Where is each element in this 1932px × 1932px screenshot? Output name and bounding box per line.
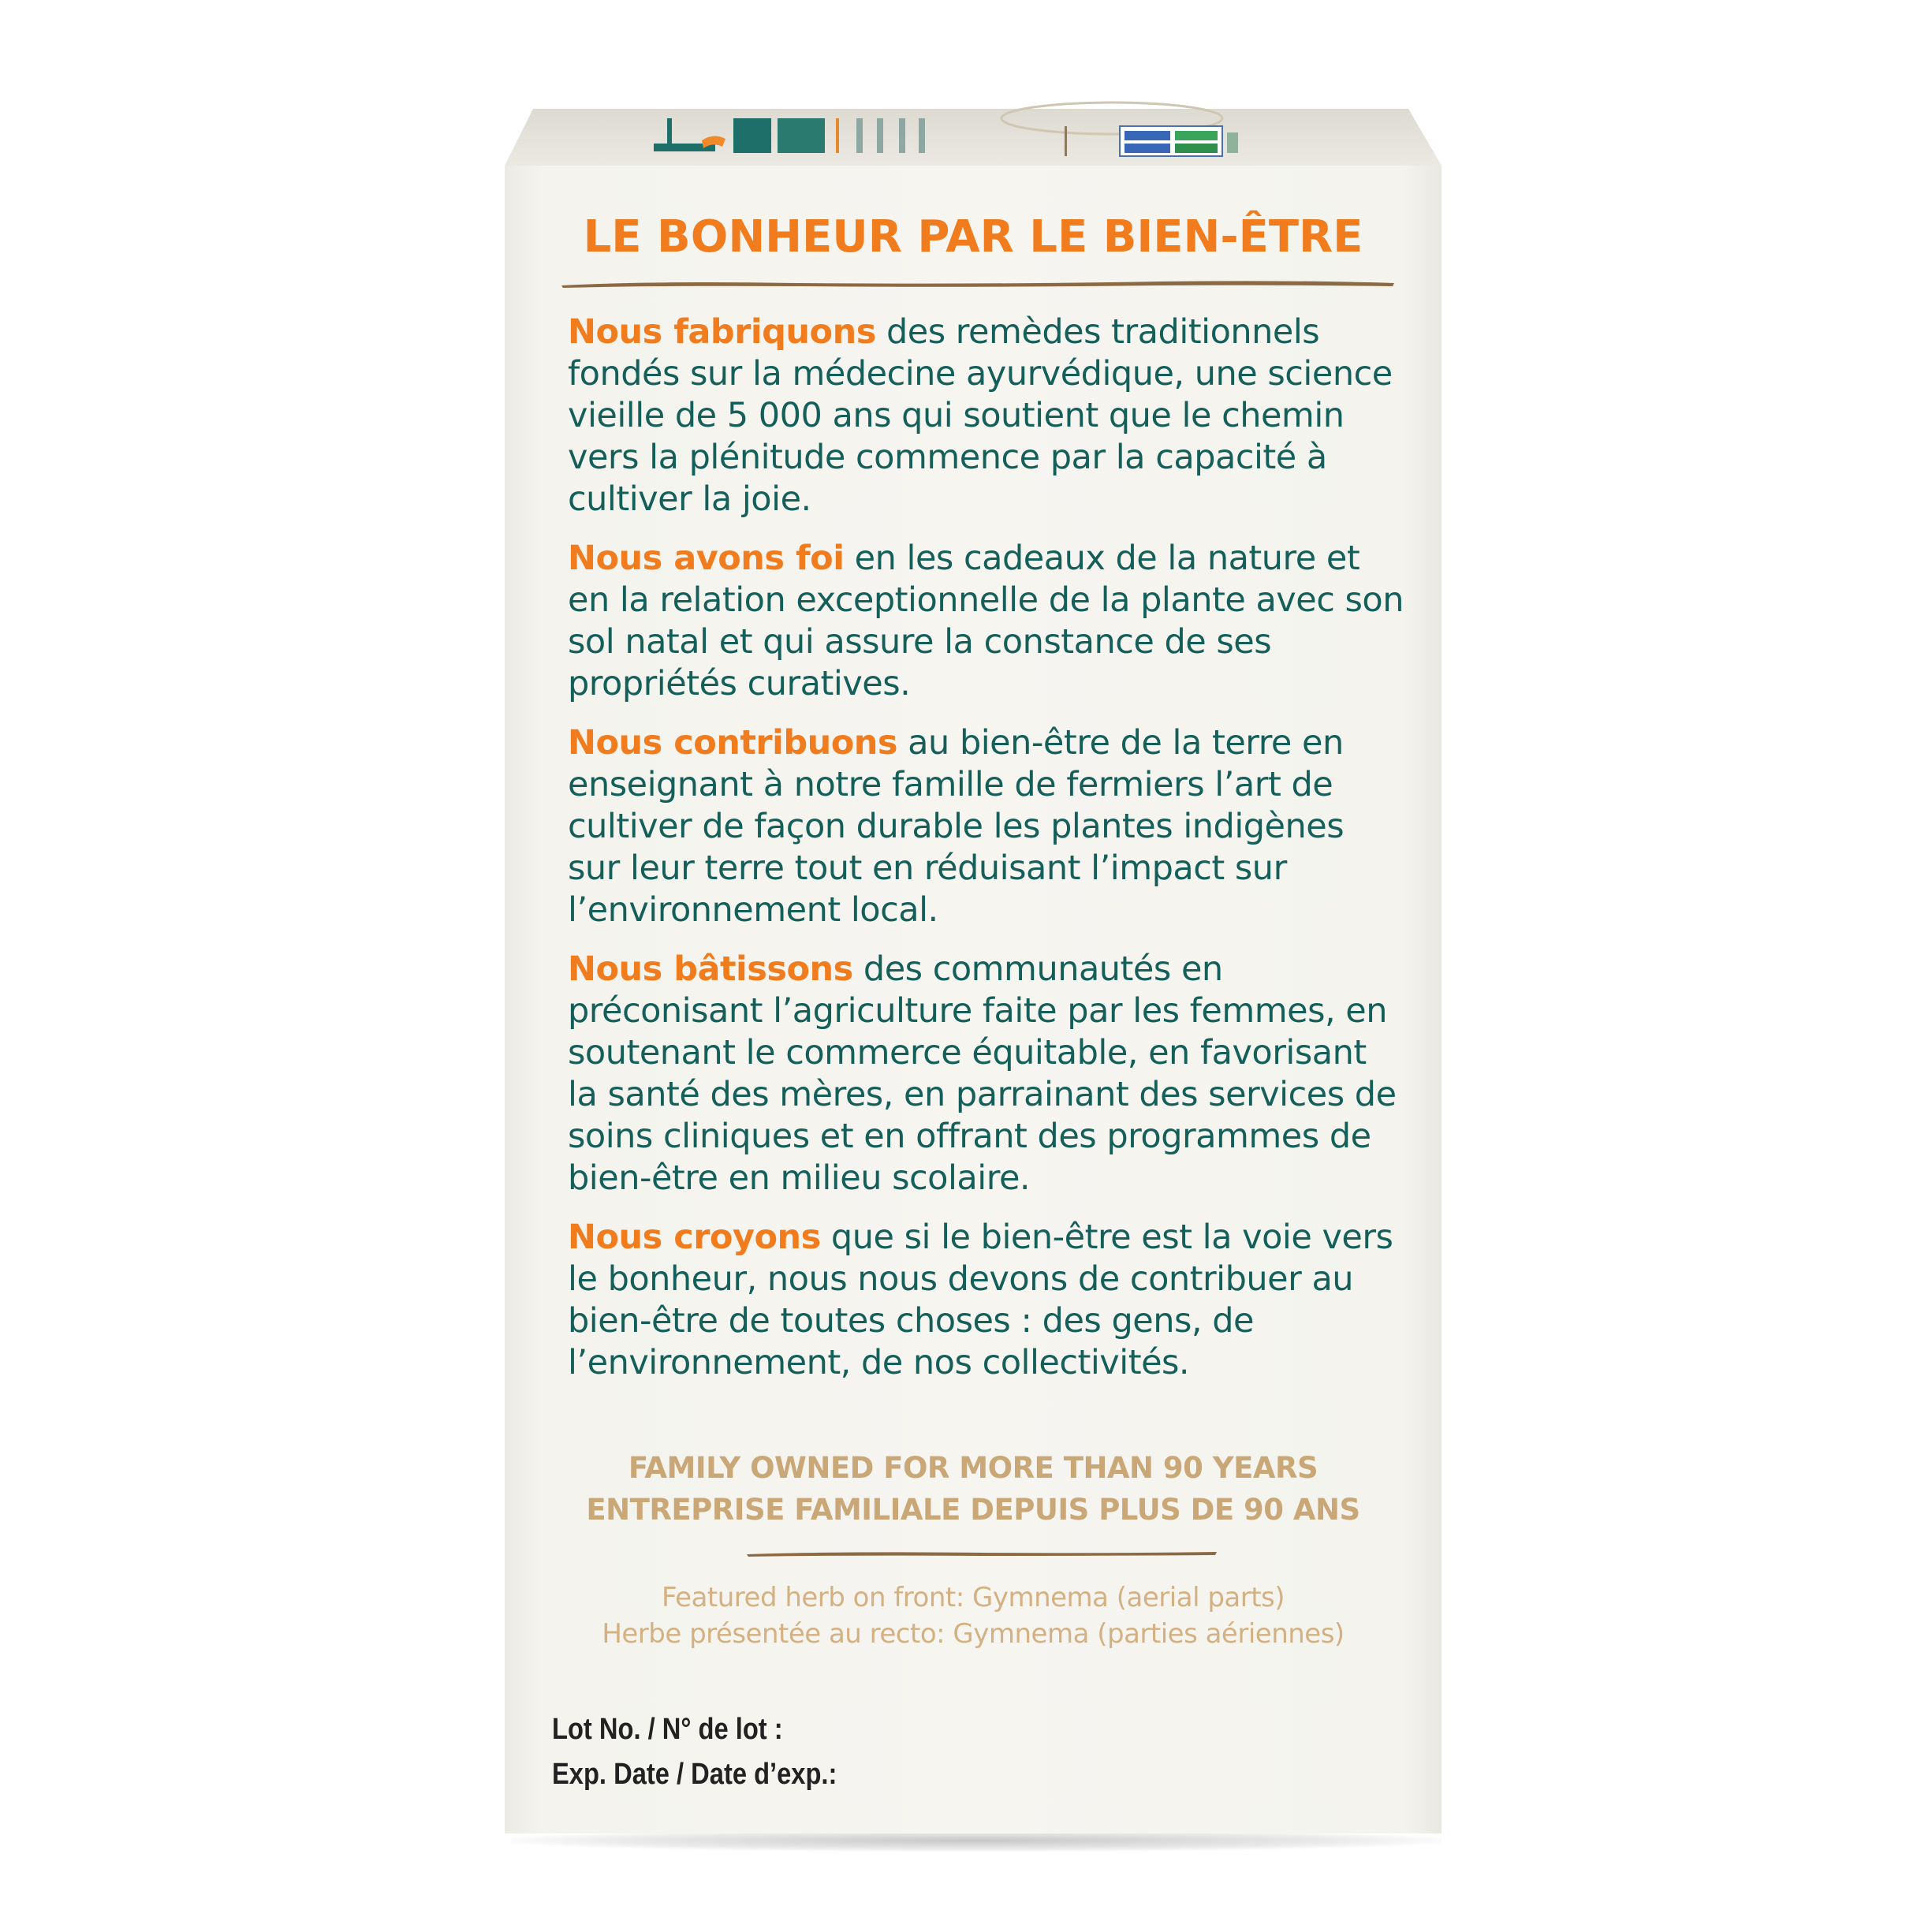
family-owned-statement [505,1447,1442,1531]
paragraph-lead: Nous croyons [568,1218,821,1257]
family-brush-divider [745,1547,1218,1560]
paragraph-croyons [568,1217,1404,1384]
featured-herb-english: Featured herb on front: Gymnema (aerial parts) [661,1582,1285,1613]
paragraph-lead: Nous contribuons [568,723,897,763]
paragraph-contribuons [568,722,1404,931]
box-top-flap [0,0,1932,173]
box-back-panel [505,166,1442,1833]
paragraph-body: que si le bien-être est la voie vers le bonheur, nous nous devons de contribuer au bien-être de toutes choses : des gens, de l’environnement, de nos collectivités. [568,1218,1393,1382]
paragraph-batissons [568,949,1404,1199]
title-brush-divider [560,276,1396,292]
family-owned-english: FAMILY OWNED FOR MORE THAN 90 YEARS [628,1451,1318,1485]
paragraph-lead: Nous avons foi [568,539,845,578]
mission-paragraphs [568,311,1404,1401]
featured-herb-note [505,1580,1442,1652]
paragraph-fabriquons [568,311,1404,520]
paragraph-avons-foi [568,538,1404,705]
paragraph-body: des communautés en préconisant l’agriculture faite par les femmes, en soutenant le commerce équitable, en favorisant la santé des mères, en parrainant des services de soins cliniques et en offrant des programmes de bien-être en milieu scolaire. [568,949,1397,1198]
paragraph-lead: Nous fabriquons [568,312,876,352]
paragraph-lead: Nous bâtissons [568,949,853,989]
paragraph-body: des remèdes traditionnels fondés sur la médecine ayurvédique, une science vieille de 5 000 ans qui soutient que le chemin vers la plénitude commence par la capacité à cultiver la joie. [568,312,1393,519]
paragraph-body: en les cadeaux de la nature et en la relation exceptionnelle de la plante avec son sol natal et qui assure la constance de ses propriétés curatives. [568,539,1404,703]
lot-number-label: Lot No. / N° de lot : [552,1713,783,1746]
lot-expiry-block [552,1707,837,1797]
certification-badge-icon [1120,126,1238,156]
paragraph-body: au bien-être de la terre en enseignant à notre famille de fermiers l’art de cultiver de façon durable les plantes indigènes sur leur terre tout en réduisant l’impact sur l’environnement local. [568,723,1345,930]
expiry-date-label: Exp. Date / Date d’exp.: [552,1758,837,1791]
featured-herb-french: Herbe présentée au recto: Gymnema (parties aériennes) [602,1618,1345,1650]
family-owned-french: ENTREPRISE FAMILIALE DEPUIS PLUS DE 90 ANS [586,1493,1360,1527]
panel-title: LE BONHEUR PAR LE BIEN-ÊTRE [583,211,1363,263]
